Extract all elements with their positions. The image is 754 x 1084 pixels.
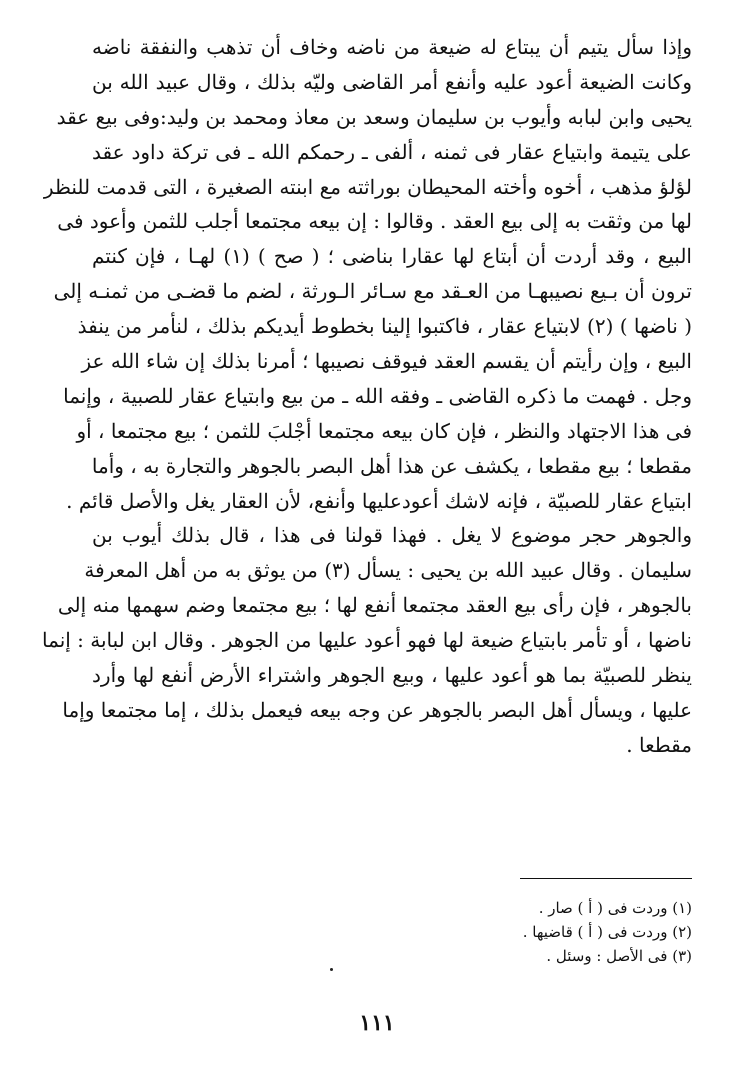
text-line: وكانت الضيعة أعود عليه وأنفع أمر القاضى وليّه بذلك ، وقال عبيد الله بن	[92, 69, 692, 94]
text-line: ترون أن بـيع نصيبهـا من العـقد مع سـائر الـورثة ، لضم ما قضـى من ثمنـه إلى	[53, 279, 692, 304]
text-line: عليها ، ويسأل أهل البصر بالجوهر عن وجه بيعه فيعمل بذلك ، إما مجتمعا وإما	[62, 697, 692, 722]
text-line: والجوهر حجر موضوع لا يغل . فهذا قولنا فى هذا ، قال بذلك أيوب بن	[92, 523, 692, 548]
main-text-block	[42, 30, 692, 763]
text-line: وإذا سأل يتيم أن يبتاع له ضيعة من ناضه وخاف أن تذهب والنفقة ناضه	[92, 35, 692, 59]
text-line: ابتياع عقار للصبيّة ، فإنه لاشك أعودعليها وأنفع، لأن العقار يغل والأصل قائم .	[66, 488, 692, 513]
text-line-last: مقطعا .	[626, 732, 692, 757]
text-line: مقطعا ؛ بيع مقطعا ، يكشف عن هذا أهل البصر بالجوهر والتجارة به ، وأما	[91, 453, 692, 478]
footnotes-block	[380, 896, 692, 968]
footnote: (١) وردت فى ( أ ) صار .	[538, 899, 692, 917]
footnote: (٢) وردت فى ( أ ) قاضيها .	[522, 923, 692, 941]
text-line: على يتيمة وابتياع عقار فى ثمنه ، ألفى ـ رحمكم الله ـ فى تركة داود عقد	[92, 139, 692, 164]
text-line: لؤلؤ مذهب ، أخوه وأخته المحيطان بوراثته مع ابنته الصغيرة ، التى قدمت للنظر	[43, 174, 692, 199]
text-line: البيع ، وإن رأيتم أن يقسم العقد فيوقف نصيبها ؛ أمرنا بذلك إن شاء الله عز	[81, 349, 692, 374]
page-number: ١١١	[359, 1010, 395, 1036]
footnote: (٣) فى الأصل : وسئل .	[546, 947, 692, 965]
text-line: ناضها ، أو تأمر بابتياع ضيعة لها فهو أعود عليها من الجوهر . وقال ابن لبابة : إنما	[42, 628, 692, 653]
text-line: فى هذا الاجتهاد والنظر ، فإن كان بيعه مجتمعا أجْلبَ للثمن ؛ بيع مجتمعا ، أو	[76, 418, 692, 443]
text-line: وجل . فهمت ما ذكره القاضى ـ وفقه الله ـ من بيع وابتياع عقار للصبية ، وإنما	[63, 383, 692, 408]
text-line: بالجوهر ، فإن رأى بيع العقد مجتمعا أنفع لها ؛ بيع مجتمعا وضم سهمها منه إلى	[57, 593, 692, 618]
scan-speck	[330, 968, 333, 971]
text-line: البيع ، وقد أردت أن أبتاع لها عقارا بناضى ؛ ( صح ) (١) لهـا ، فإن كنتم	[92, 244, 692, 269]
text-line: يحيى وابن لبابه وأيوب بن سليمان وسعد بن معاذ ومحمد بن وليد:وفى بيع عقد	[56, 104, 692, 129]
text-line: لها من وثقت به إلى بيع العقد . وقالوا : إن بيعه مجتمعا أجلب للثمن وأعود فى	[57, 209, 692, 234]
text-line: ( ناضها ) (٢) لابتياع عقار ، فاكتبوا إلينا بخطوط أيديكم بذلك ، لنأمر من ينفذ	[77, 314, 692, 339]
text-line: سليمان . وقال عبيد الله بن يحيى : يسأل (٣) من يوثق به من أهل المعرفة	[84, 558, 692, 583]
footnote-separator	[520, 878, 692, 879]
text-line: ينظر للصبيّة بما هو أعود عليها ، وبيع الجوهر واشتراء الأرض أنفع لها وأرد	[92, 663, 692, 688]
